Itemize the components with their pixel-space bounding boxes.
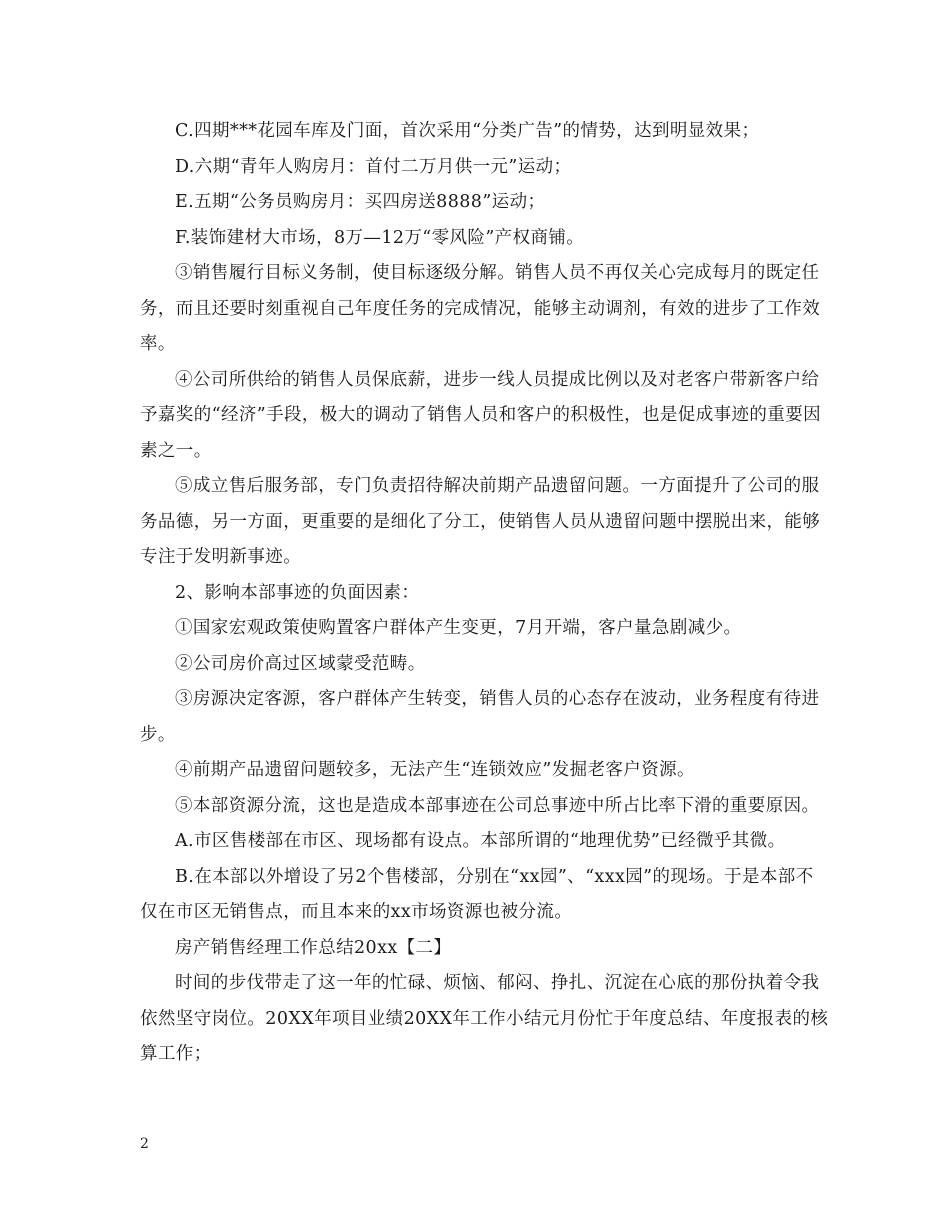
paragraph: ②公司房价高过区域蒙受范畴。 — [175, 653, 426, 674]
paragraph: D.六期“青年人购房月：首付二万月供一元”运动； — [175, 156, 572, 177]
paragraph: A.市区售楼部在市区、现场都有设点。本部所谓的“地理优势”已经微乎其微。 — [175, 831, 786, 851]
section-title: 房产销售经理工作总结20xx【二】 — [175, 937, 452, 958]
paragraph: E.五期“公务员购房月：买四房送8888”运动； — [175, 192, 546, 212]
page-number: 2 — [140, 1136, 149, 1152]
paragraph: C.四期***花园车库及门面，首次采用“分类广告”的情势，达到明显效果； — [175, 121, 760, 141]
paragraph: ④公司所供给的销售人员保底薪，进步一线人员提成比例以及对老客户带新客户给予嘉奖的“经济”手段，极大的调动了销售人员和客户的积极性，也是促成事迹的重要因素之一。 — [140, 369, 821, 461]
paragraph: ③销售履行目标义务制，使目标逐级分解。销售人员不再仅关心完成每月的既定任务，而且还要时刻重视自己年度任务的完成情况，能够主动调剂，有效的进步了工作效率。 — [140, 263, 821, 354]
paragraph: F.装饰建材大市场，8万—12万“零风险”产权商铺。 — [175, 227, 585, 248]
paragraph: ③房源决定客源，客户群体产生转变，销售人员的心态存在波动，业务程度有待进步。 — [140, 689, 820, 745]
paragraph: ④前期产品遗留问题较多，无法产生“连锁效应”发掘老客户资源。 — [175, 760, 695, 780]
paragraph: ⑤成立售后服务部，专门负责招待解决前期产品遗留问题。一方面提升了公司的服务品德，另一方面，更重要的是细化了分工，使销售人员从遗留问题中摆脱出来，能够专注于发明新事迹。 — [140, 476, 821, 567]
section-heading: 2、影响本部事迹的负面因素： — [175, 582, 420, 603]
paragraph: ⑤本部资源分流，这也是造成本部事迹在公司总事迹中所占比率下滑的重要原因。 — [175, 795, 820, 816]
paragraph: B.在本部以外增设了另2个售楼部，分别在“xx园”、“xxx园”的现场。于是本部不仅在市区无销售点，而且本来的xx市场资源也被分流。 — [140, 866, 814, 922]
paragraph: 时间的步伐带走了这一年的忙碌、烦恼、郁闷、挣扎、沉淀在心底的那份执着令我依然坚守岗位。20XX年项目业绩20XX年工作小结元月份忙于年度总结、年度报表的核算工作； — [140, 973, 829, 1064]
document-body — [140, 114, 830, 1073]
paragraph: ①国家宏观政策使购置客户群体产生变更，7月开端，客户量急剧减少。 — [175, 618, 742, 638]
